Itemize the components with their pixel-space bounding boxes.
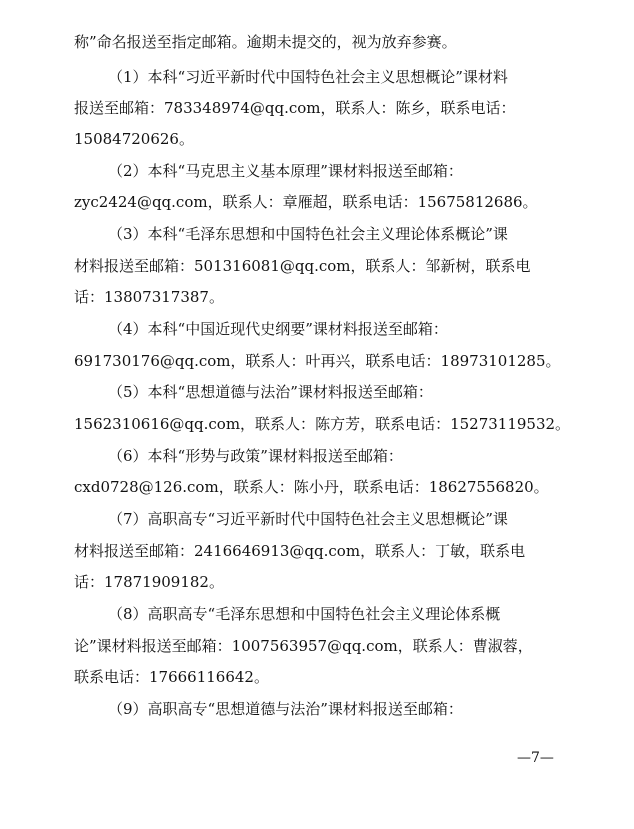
text-line: （3）本科“毛泽东思想和中国特色社会主义理论体系概论”课	[108, 225, 508, 243]
text-line: （2）本科“马克思主义基本原理”课材料报送至邮箱：	[108, 162, 463, 180]
text-line: 联系电话：17666116642。	[74, 668, 269, 686]
text-line: 论”课材料报送至邮箱：1007563957@qq.com，联系人：曹淑蓉，	[74, 637, 533, 655]
text-line: 材料报送至邮箱：501316081@qq.com，联系人：邹新树，联系电	[74, 257, 531, 275]
text-line: 材料报送至邮箱：2416646913@qq.com，联系人：丁敏，联系电	[74, 542, 526, 560]
text-line: （9）高职高专“思想道德与法治”课材料报送至邮箱：	[108, 700, 463, 718]
page-number: —7—	[517, 750, 554, 766]
text-line: （6）本科“形势与政策”课材料报送至邮箱：	[108, 447, 403, 465]
text-line: 话：13807317387。	[74, 288, 224, 306]
text-line: 话：17871909182。	[74, 573, 224, 591]
text-line: cxd0728@126.com，联系人：陈小丹，联系电话：18627556820。	[74, 478, 549, 496]
text-line: 1562310616@qq.com，联系人：陈方芳，联系电话：15273119532。	[74, 415, 571, 433]
text-line: （4）本科“中国近现代史纲要”课材料报送至邮箱：	[108, 320, 448, 338]
text-line: （5）本科“思想道德与法治”课材料报送至邮箱：	[108, 383, 433, 401]
text-line: （7）高职高专“习近平新时代中国特色社会主义思想概论”课	[108, 510, 508, 528]
text-line: 15084720626。	[74, 130, 194, 148]
text-line: zyc2424@qq.com，联系人：章雁超，联系电话：15675812686。	[74, 193, 538, 211]
text-line: 报送至邮箱：783348974@qq.com，联系人：陈乡，联系电话：	[74, 99, 516, 117]
text-line: （8）高职高专“毛泽东思想和中国特色社会主义理论体系概	[108, 605, 501, 623]
text-line: 691730176@qq.com，联系人：叶再兴，联系电话：18973101285。	[74, 352, 561, 370]
text-line: （1）本科“习近平新时代中国特色社会主义思想概论”课材料	[108, 68, 508, 86]
text-line: 称”命名报送至指定邮箱。逾期未提交的，视为放弃参赛。	[74, 33, 457, 51]
